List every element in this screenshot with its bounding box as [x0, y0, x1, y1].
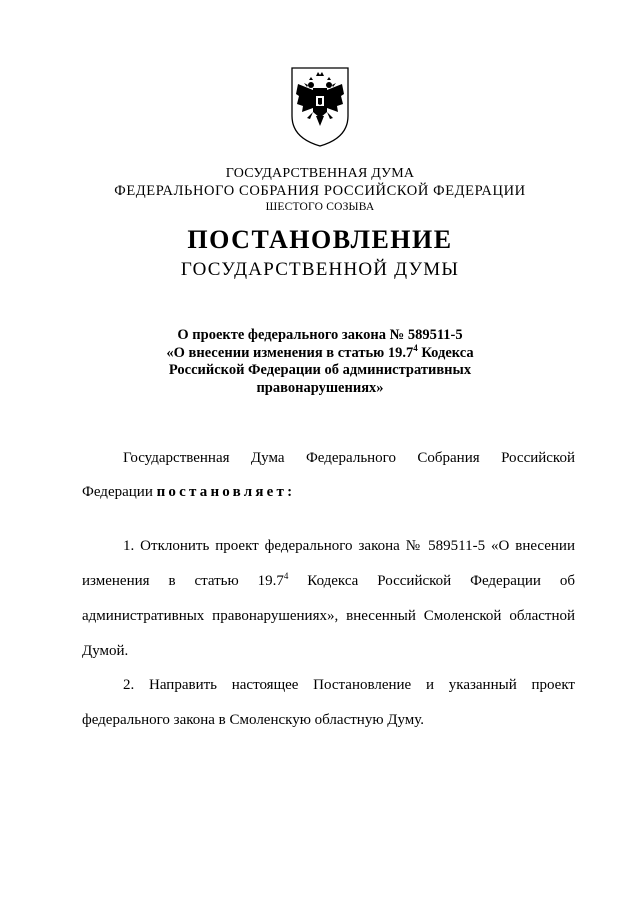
subject-line2-tail: Кодекса [417, 345, 474, 361]
paragraph1-line2 [82, 573, 575, 590]
subject-line1: О проекте федерального закона № 589511-5 [177, 327, 463, 343]
subject-line2 [0, 345, 640, 362]
paragraph1-line2-tail: Кодекса Российской Федерации об [288, 573, 575, 589]
paragraph1-line2-text: изменения в статью 19.7 [82, 573, 284, 589]
paragraph1-line2-superscript: 4 [283, 571, 289, 581]
paragraph2-line1: 2. Направить настоящее Постановление и указанный проект [123, 677, 575, 693]
paragraph1-line3: административных правонарушениях», внесенный Смоленской областной [82, 608, 575, 624]
convocation: ШЕСТОГО СОЗЫВА [265, 201, 375, 213]
paragraph1-line1: 1. Отклонить проект федерального закона № 589511-5 «О внесении [123, 538, 575, 554]
preamble-line2-text: Федерации [82, 484, 157, 500]
paragraph1-line4: Думой. [82, 643, 129, 659]
subject-line2-text: «О внесении изменения в статью 19.7 [166, 345, 414, 361]
document-issuer: ГОСУДАРСТВЕННОЙ ДУМЫ [180, 259, 460, 280]
subject-line4: правонарушениях» [256, 380, 384, 396]
resolution-keyword: постановляет: [156, 484, 296, 500]
preamble-line1: Государственная Дума Федерального Собрания Российской [123, 450, 575, 466]
subject-line2-superscript: 4 [413, 343, 418, 353]
subject-line3: Российской Федерации об административных [168, 362, 472, 378]
paragraph2-line2: федерального закона в Смоленскую областную Думу. [82, 712, 425, 728]
org-name-line2: ФЕДЕРАЛЬНОГО СОБРАНИЯ РОССИЙСКОЙ ФЕДЕРАЦИИ [114, 183, 526, 199]
document-type-title: ПОСТАНОВЛЕНИЕ [187, 225, 453, 254]
preamble-line2 [82, 484, 575, 501]
russian-double-headed-eagle-emblem-icon [289, 66, 351, 148]
org-name-line1: ГОСУДАРСТВЕННАЯ ДУМА [225, 166, 415, 181]
